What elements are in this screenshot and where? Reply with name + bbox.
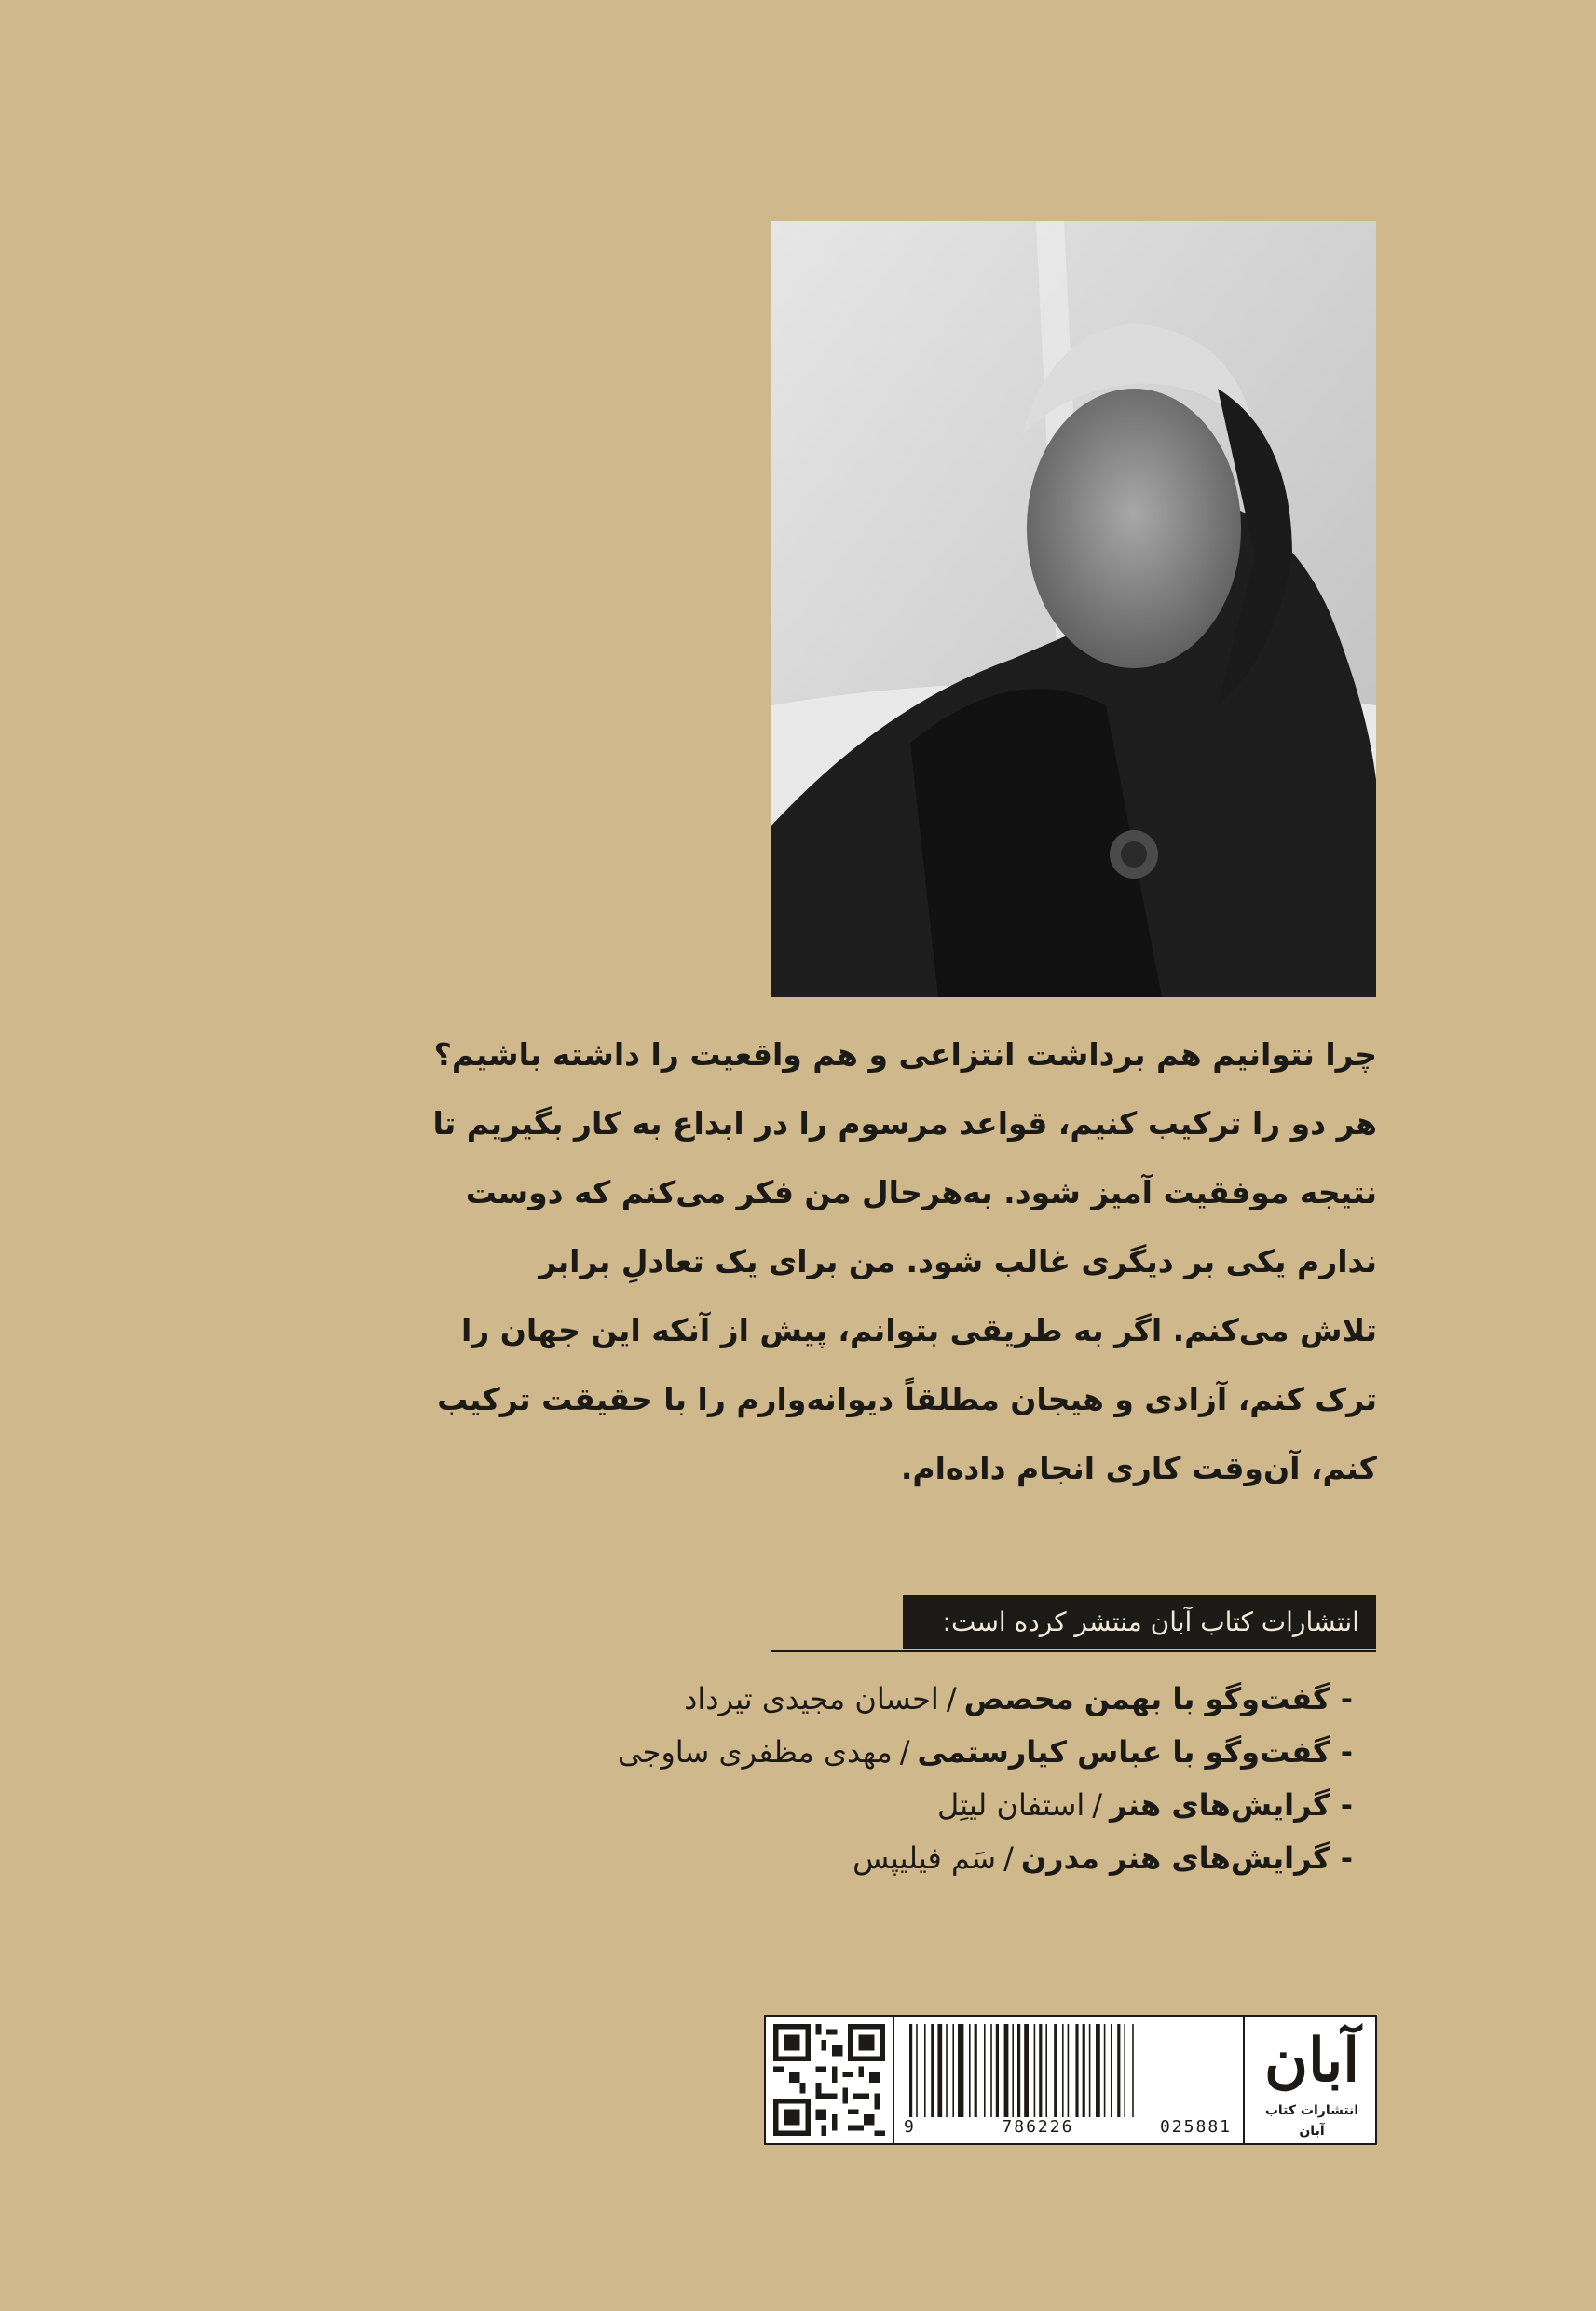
list-item: [596, 1673, 1353, 1726]
list-item: [596, 1832, 1353, 1885]
panel-divider: [1243, 2017, 1245, 2143]
barcode-panel: [764, 2015, 1377, 2145]
publications-list: [596, 1673, 1353, 1885]
separator: /: [1003, 1840, 1014, 1876]
quote-line: ندارم یکی بر دیگری غالب شود. من برای یک تعادلِ برابر: [539, 1243, 1377, 1279]
book-author: استفان لیتِل: [936, 1787, 1085, 1823]
quote-line: ترک کنم، آزادی و هیجان مطلقاً دیوانه‌وارم را با حقیقت ترکیب: [437, 1381, 1377, 1417]
quote-line: نتیجه موفقیت آمیز شود. به‌هرحال من فکر می‌کنم که دوست: [465, 1174, 1377, 1210]
author-portrait-photo: [771, 221, 1376, 997]
list-item: [596, 1726, 1353, 1779]
book-title: - گفت‌وگو با عباس کیارستمی: [917, 1734, 1353, 1770]
quote-line: هر دو را ترکیب کنیم، قواعد مرسوم را در ابداع به کار بگیریم تا: [432, 1105, 1377, 1142]
book-title: - گرایش‌های هنر: [1110, 1787, 1353, 1823]
book-author: مهدی مظفری ساوجی: [617, 1734, 893, 1770]
isbn-number: [904, 2117, 1232, 2140]
logo-mark: آبان: [1263, 2026, 1360, 2096]
book-author: احسان مجیدی تیرداد: [684, 1681, 939, 1716]
quote-line: چرا نتوانیم هم برداشت انتزاعی و هم واقعیت را داشته باشیم؟: [433, 1036, 1377, 1073]
qr-code-icon: [773, 2024, 885, 2136]
barcode-icon: [904, 2024, 1232, 2117]
publisher-logo: [1252, 2022, 1371, 2138]
separator: /: [1092, 1787, 1103, 1823]
book-title: - گفت‌وگو با بهمن محصص: [963, 1681, 1353, 1716]
book-title: - گرایش‌های هنر مدرن: [1020, 1840, 1353, 1876]
panel-divider: [893, 2017, 894, 2143]
publications-header: انتشارات کتاب آبان منتشر کرده است:: [903, 1595, 1376, 1649]
publications-divider: [771, 1650, 1376, 1652]
logo-caption: انتشارات کتاب آبان: [1264, 2103, 1359, 2139]
isbn-group: 786226: [1002, 2117, 1074, 2137]
quote-line: کنم، آن‌وقت کاری انجام داده‌ام.: [900, 1450, 1377, 1486]
book-author: سَم فیلیپس: [853, 1840, 997, 1876]
isbn-prefix: 9: [904, 2117, 916, 2137]
list-item: [596, 1779, 1353, 1832]
quote-paragraph: [432, 1020, 1377, 1503]
isbn-group: 025881: [1159, 2117, 1232, 2137]
separator: /: [946, 1681, 957, 1716]
separator: /: [899, 1734, 910, 1770]
quote-line: تلاش می‌کنم. اگر به طریقی بتوانم، پیش از آنکه این جهان را: [460, 1312, 1377, 1348]
